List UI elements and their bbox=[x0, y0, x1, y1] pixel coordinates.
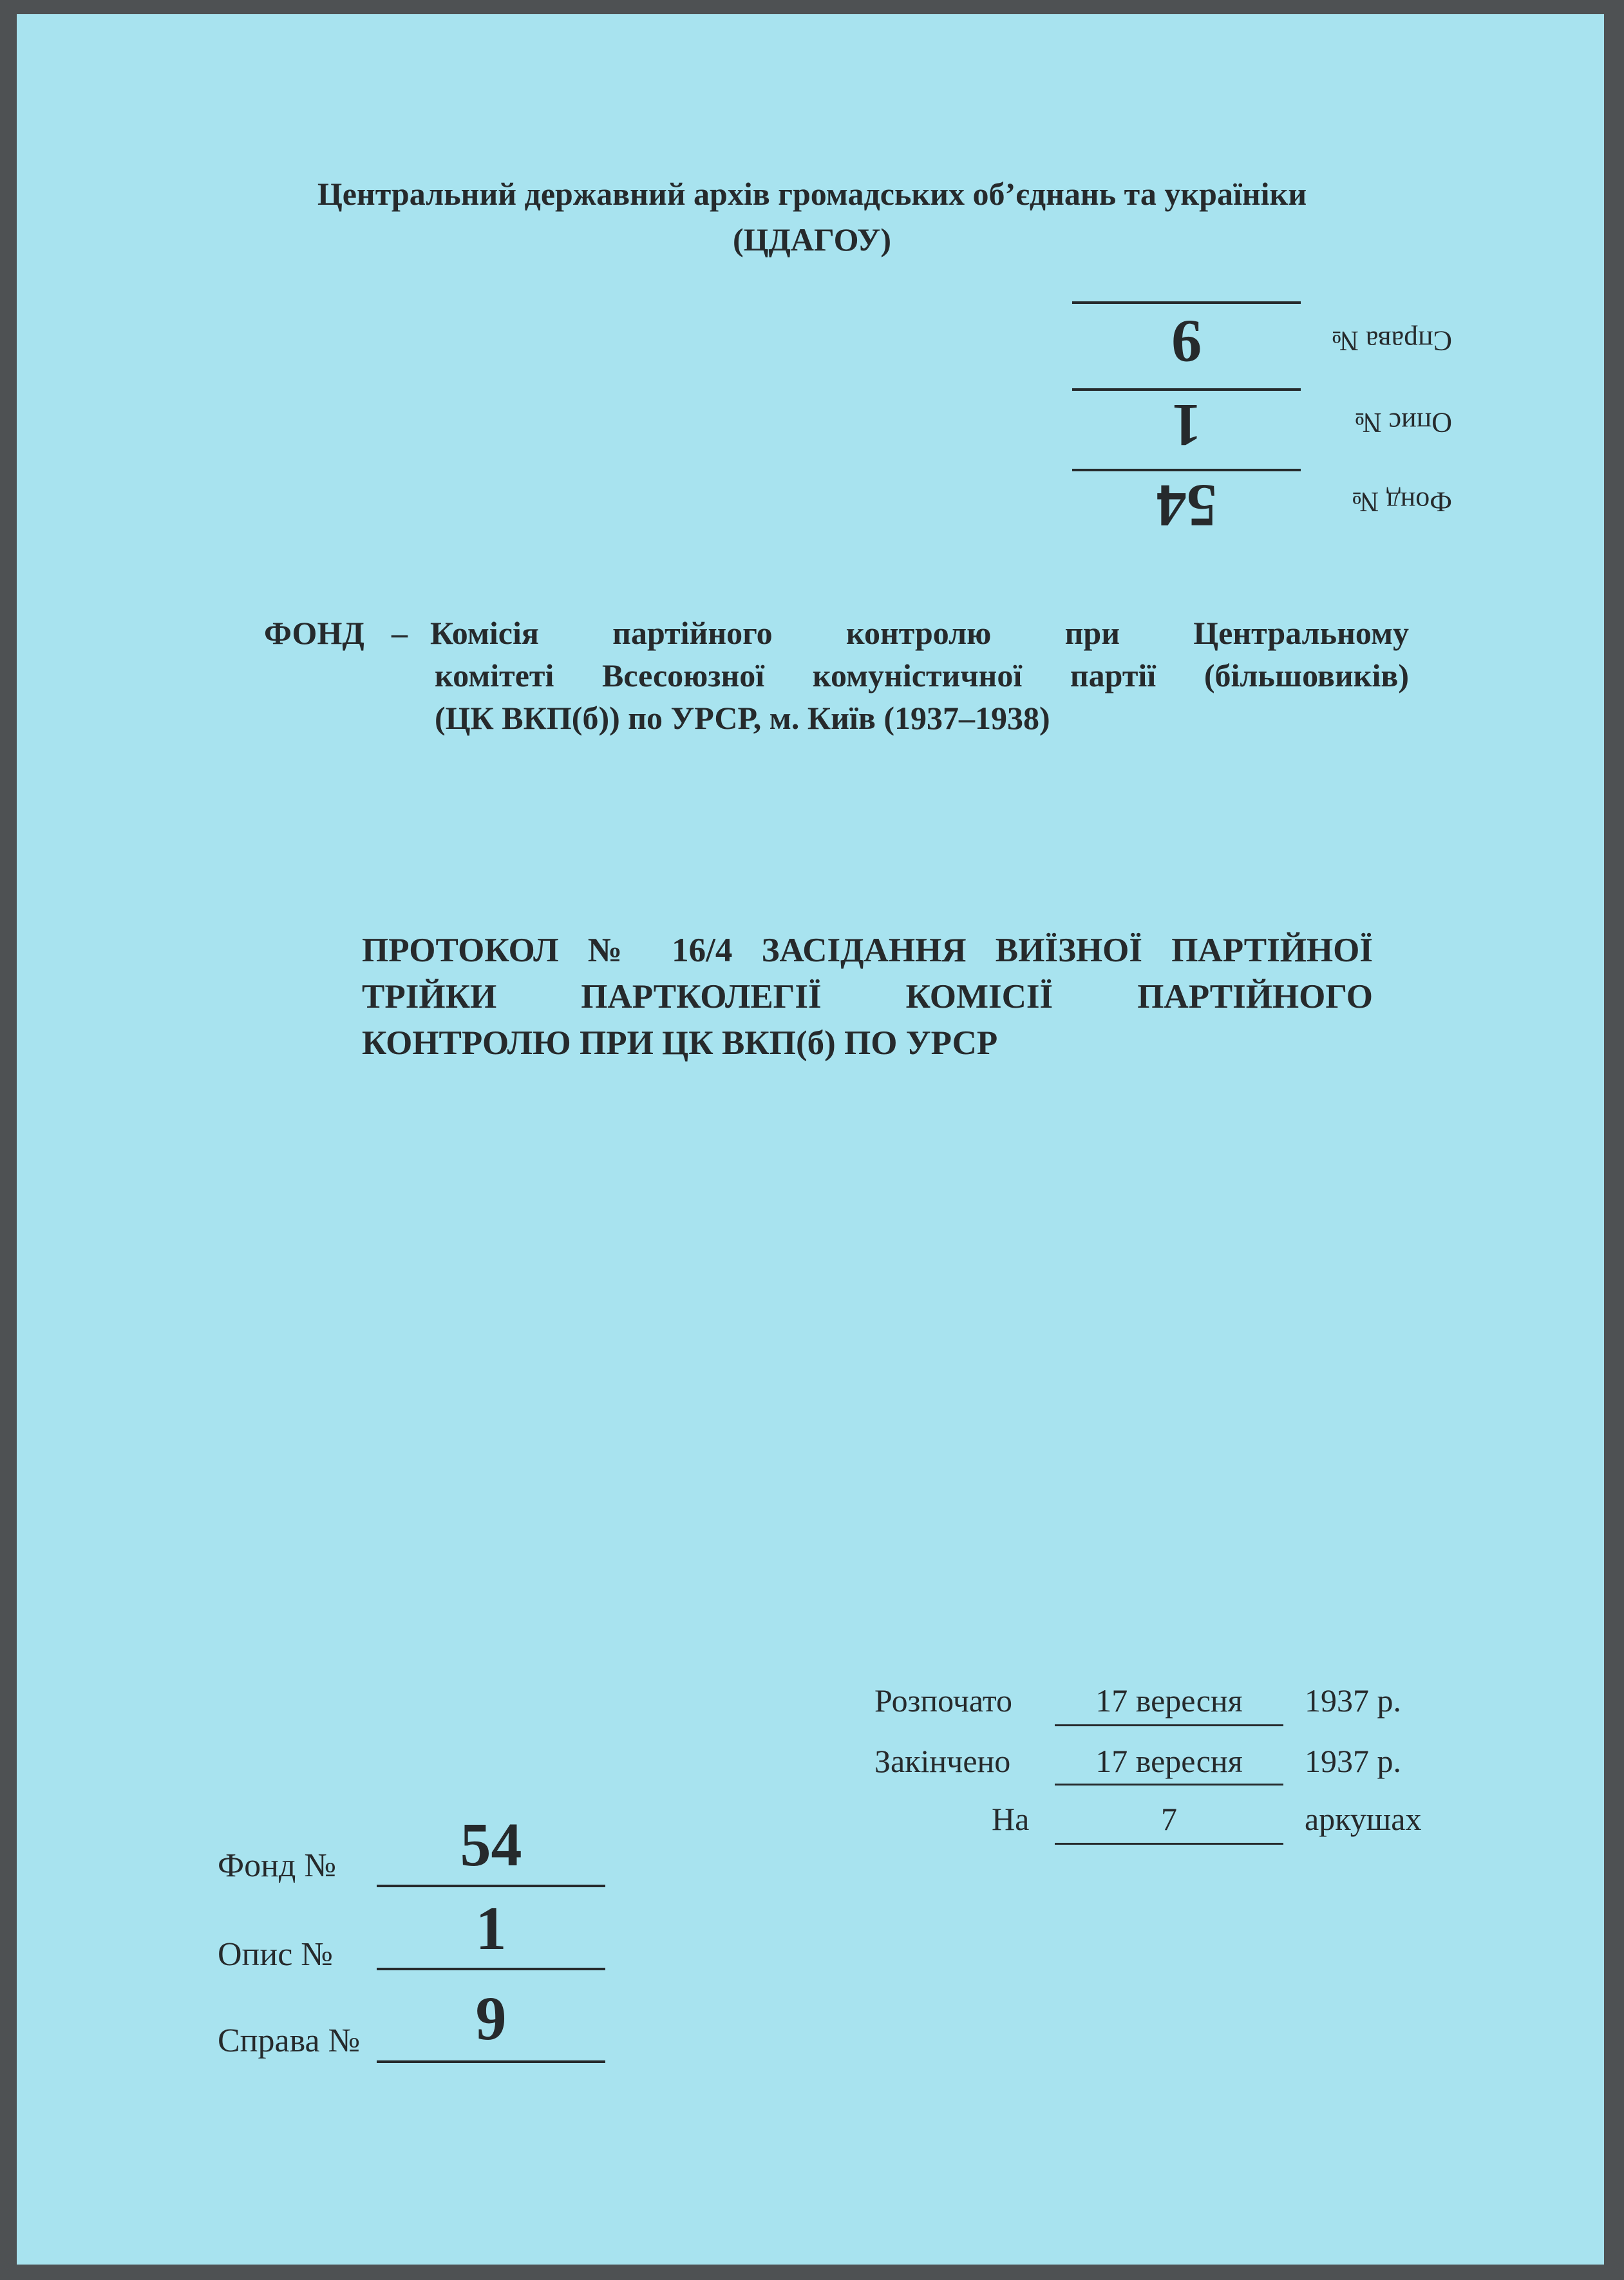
sheets-unit: аркушах bbox=[1305, 1801, 1422, 1837]
stamp-opys-value: 1 bbox=[1171, 391, 1202, 458]
document-title bbox=[362, 927, 1373, 1066]
bottom-sprava-label: Справа № bbox=[218, 2022, 361, 2059]
bottom-opys-value: 1 bbox=[475, 1894, 507, 1963]
fond-label: ФОНД bbox=[264, 615, 364, 651]
fond-description-line-2: комітеті Всесоюзної комуністичної партії (більшовиків) bbox=[435, 657, 1409, 693]
bottom-opys-label: Опис № bbox=[218, 1936, 333, 1973]
stamp-fond-value: 54 bbox=[1156, 472, 1217, 539]
fond-description-line-1: Комісія партійного контролю при Центральному bbox=[430, 615, 1409, 651]
bottom-fond-line bbox=[377, 1885, 605, 1887]
fond-description bbox=[430, 612, 1409, 654]
stamp-opys-label: Опис № bbox=[1354, 407, 1452, 438]
stamp-opys-line bbox=[1072, 388, 1301, 391]
sheets-count: 7 bbox=[1161, 1801, 1177, 1837]
bottom-fond-label: Фонд № bbox=[218, 1847, 336, 1884]
finished-label: Закінчено bbox=[874, 1743, 1011, 1779]
fond-description-block-3 bbox=[435, 697, 1050, 739]
started-date: 17 вересня bbox=[1095, 1682, 1243, 1719]
bottom-opys-line bbox=[377, 1968, 605, 1970]
stamp-fond-line bbox=[1072, 469, 1301, 471]
document-title-line-3: КОНТРОЛЮ ПРИ ЦК ВКП(б) ПО УРСР bbox=[362, 1024, 998, 1062]
bottom-fond-value: 54 bbox=[460, 1810, 522, 1879]
stamp-fond-label: Фонд № bbox=[1352, 486, 1452, 518]
started-label: Розпочато bbox=[874, 1682, 1013, 1719]
document-title-line-2: ТРІЙКИ ПАРТКОЛЕГІЇ КОМІСІЇ ПАРТІЙНОГО bbox=[362, 978, 1373, 1015]
document-title-line-1: ПРОТОКОЛ № 16/4 ЗАСІДАННЯ ВИЇЗНОЇ ПАРТІЙНОЇ bbox=[362, 932, 1373, 969]
stamp-sprava-label: Справа № bbox=[1331, 325, 1452, 357]
started-line bbox=[1055, 1724, 1283, 1726]
fond-description-line-3: (ЦК ВКП(б)) по УРСР, м. Київ (1937–1938) bbox=[435, 700, 1050, 736]
started-year: 1937 р. bbox=[1305, 1682, 1401, 1719]
archive-abbreviation: (ЦДАГОУ) bbox=[732, 221, 892, 258]
finished-date: 17 вересня bbox=[1095, 1743, 1243, 1779]
sheets-label: На bbox=[992, 1801, 1030, 1837]
bottom-sprava-value: 9 bbox=[475, 1984, 507, 2053]
fond-description-block-2 bbox=[435, 654, 1409, 697]
sheets-line bbox=[1055, 1843, 1283, 1845]
finished-line bbox=[1055, 1784, 1283, 1785]
finished-year: 1937 р. bbox=[1305, 1743, 1401, 1779]
upside-down-stamp bbox=[1001, 293, 1452, 539]
fond-dash: – bbox=[392, 615, 408, 651]
archive-name: Центральний державний архів громадських об’єднань та україніки bbox=[317, 176, 1307, 212]
stamp-sprava-value: 9 bbox=[1171, 308, 1202, 375]
stamp-sprava-line bbox=[1072, 301, 1301, 304]
bottom-sprava-line bbox=[377, 2060, 605, 2063]
